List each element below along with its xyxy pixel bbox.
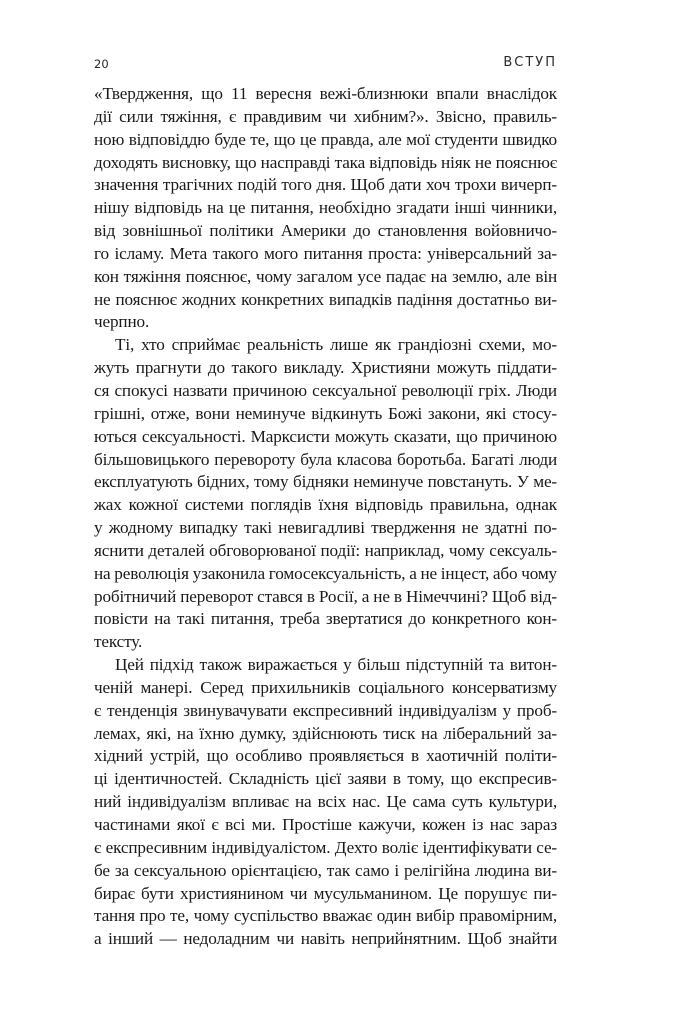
page-number: 20 xyxy=(94,57,109,71)
text-line: го ісламу. Мета такого мого питання проста: універсальний за- xyxy=(94,243,557,263)
text-line: у жодному випадку такі невигадливі твердження не здатні по- xyxy=(94,518,557,538)
text-line: дії сили тяжіння, є правдивим чи хибним?». Звісно, правиль- xyxy=(94,106,557,126)
text-line: не пояснює жодних конкретних випадків падіння достатньо ви- xyxy=(94,289,557,309)
text-line: грішні, отже, вони неминуче відкинуть Божі закони, які стосу- xyxy=(94,403,557,423)
text-line: кон тяжіння пояснює, чому загалом усе падає на землю, але він xyxy=(94,266,557,286)
text-line: ся спокусі назвати причиною сексуальної революції гріх. Люди xyxy=(94,380,557,400)
text-line: жуть прагнути до такого викладу. Християни можуть піддати- xyxy=(94,358,557,378)
text-line: ний індивідуалізм впливає на всіх нас. Це сама суть культури, xyxy=(94,792,557,812)
text-line: більшовицького перевороту була класова боротьба. Багаті люди xyxy=(94,449,557,469)
text-line: а інший — недоладним чи навіть неприйнятним. Щоб знайти xyxy=(94,929,557,949)
paragraph xyxy=(94,83,557,334)
text-line: ченій манері. Серед прихильників соціального консерватизму xyxy=(94,677,557,697)
text-line: частинами якої є всі ми. Простіше кажучи, кожен із нас зараз xyxy=(94,815,557,834)
text-line: черпно. xyxy=(94,312,150,332)
body-text xyxy=(94,83,557,951)
text-line: є тенденція звинувачувати експресивний індивідуалізм у проб- xyxy=(94,700,557,720)
text-line: Ті, хто сприймає реальність лише як грандіозні схеми, мо- xyxy=(115,335,557,355)
text-line: лемах, які, на їхню думку, здійснюють тиск на ліберальний за- xyxy=(94,723,557,743)
text-line: на революція узаконила гомосексуальність, а не інцест, або чому xyxy=(94,563,557,583)
text-line: хідний устрій, що особливо проявляється в хаотичній політи- xyxy=(94,746,557,766)
text-line: бе за сексуальною орієнтацією, так само і релігійна людина ви- xyxy=(94,860,557,880)
running-header xyxy=(94,54,557,74)
text-line: «Твердження, що 11 вересня вежі-близнюки впали внаслідок xyxy=(94,84,557,103)
text-line: тексту. xyxy=(94,632,143,652)
text-line: значення трагічних подій того дня. Щоб дати хоч трохи вичерп- xyxy=(94,175,557,195)
text-line: робітничий переворот стався в Росії, а не в Німеччині? Щоб від- xyxy=(94,586,557,606)
paragraph xyxy=(94,334,557,654)
text-line: ною відповіддю буде те, що це правда, але мої студенти швидко xyxy=(94,129,557,149)
text-line: ються сексуальності. Марксисти можуть сказати, що причиною xyxy=(94,426,557,446)
text-line: бирає бути християнином чи мусульманином. Це порушує пи- xyxy=(94,883,557,903)
paragraph xyxy=(94,654,557,951)
text-line: доходять висновку, що насправді така відповідь ніяк не пояснює xyxy=(94,152,557,172)
text-line: ці ідентичностей. Складність цієї заяви в тому, що експресив- xyxy=(94,769,557,789)
text-line: експлуатують бідних, тому бідняки неминуче повстануть. У ме- xyxy=(94,472,557,492)
text-line: жах кожної системи поглядів їхня відповідь правильна, однак xyxy=(94,495,557,515)
text-line: Цей підхід також виражається у більш підступній та витон- xyxy=(115,655,557,675)
text-line: повісти на такі питання, треба звертатися до конкретного кон- xyxy=(94,609,557,629)
text-line: яснити деталей обговорюваної події: наприклад, чому сексуаль- xyxy=(94,540,557,560)
section-title: ВСТУП xyxy=(503,55,557,70)
text-line: є експресивним індивідуалістом. Дехто воліє ідентифікувати се- xyxy=(94,837,557,857)
text-line: тання про те, чому суспільство вважає один вибір правомірним, xyxy=(94,906,557,926)
text-line: від зовнішньої політики Америки до становлення войовничо- xyxy=(94,221,557,241)
text-line: нішу відповідь на це питання, необхідно згадати інші чинники, xyxy=(94,198,557,218)
